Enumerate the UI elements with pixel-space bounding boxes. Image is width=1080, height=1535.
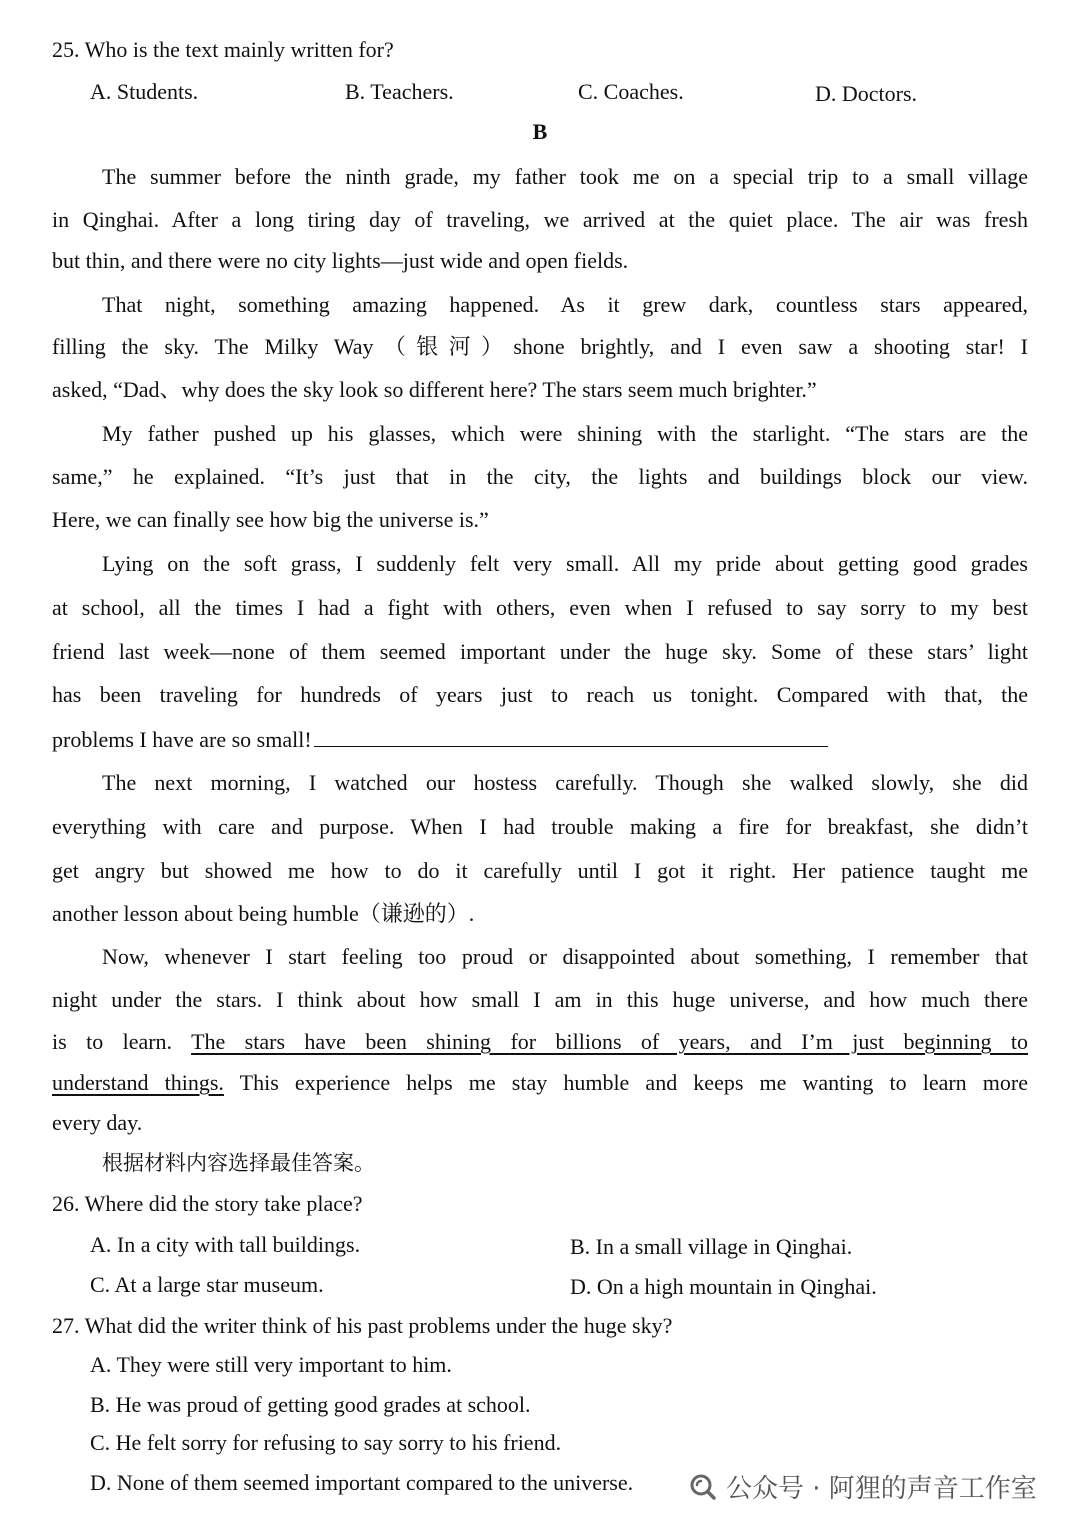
passage-p6-line-3 xyxy=(52,1027,1028,1057)
question-26-stem: 26. Where did the story take place? xyxy=(52,1191,363,1216)
passage-p4-line-1: Lying on the soft grass, I suddenly felt very small. All my pride about getting good grades xyxy=(102,551,1028,576)
passage-p1-line-1: The summer before the ninth grade, my father took me on a special trip to a small village xyxy=(102,164,1028,189)
passage-p5-line-1: The next morning, I watched our hostess carefully. Though she walked slowly, she did xyxy=(102,770,1028,795)
passage-p4-line-5 xyxy=(52,725,828,755)
passage-p2-line-3: asked, “Dad、why does the sky look so different here? The stars seem much brighter.” xyxy=(52,377,817,402)
question-26-option-c: C. At a large star museum. xyxy=(90,1272,324,1297)
passage-p6-line-3-plain: is to learn. xyxy=(52,1029,173,1054)
passage-p5-line-3: get angry but showed me how to do it carefully until I got it right. Her patience taught me xyxy=(52,858,1028,883)
passage-p3-line-2: same,” he explained. “It’s just that in the city, the lights and buildings block our view. xyxy=(52,464,1028,489)
passage-p5-line-4: another lesson about being humble（谦逊的）. xyxy=(52,901,475,926)
passage-p1-line-3: but thin, and there were no city lights—just wide and open fields. xyxy=(52,248,629,273)
instruction-text: 根据材料内容选择最佳答案。 xyxy=(102,1151,375,1175)
passage-p6-line-4 xyxy=(52,1068,1028,1098)
passage-p6-line-4-plain: This experience helps me stay humble and keeps me wanting to learn more xyxy=(239,1070,1028,1095)
underlined-sentence-part-1: The stars have been shining for billions of years, and I’m just beginning to xyxy=(191,1029,1028,1054)
passage-p4-line-4: has been traveling for hundreds of years just to reach us tonight. Compared with that, the xyxy=(52,682,1028,707)
question-27-option-d: D. None of them seemed important compared to the universe. xyxy=(90,1470,634,1495)
question-26-option-d: D. On a high mountain in Qinghai. xyxy=(570,1274,877,1299)
passage-p3-line-3: Here, we can finally see how big the universe is.” xyxy=(52,507,489,532)
wechat-search-icon xyxy=(688,1472,718,1502)
passage-p6-line-1: Now, whenever I start feeling too proud or disappointed about something, I remember that xyxy=(102,944,1028,969)
passage-p6-line-5: every day. xyxy=(52,1110,143,1135)
watermark xyxy=(688,1468,1037,1505)
question-27-option-b: B. He was proud of getting good grades at school. xyxy=(90,1392,531,1417)
question-25-option-d: D. Doctors. xyxy=(815,81,918,106)
passage-p6-line-2: night under the stars. I think about how small I am in this huge universe, and how much there xyxy=(52,987,1028,1012)
answer-blank xyxy=(314,728,828,747)
question-25-option-b: B. Teachers. xyxy=(345,79,454,104)
passage-p4-line-3: friend last week—none of them seemed important under the huge sky. Some of these stars’ light xyxy=(52,639,1028,664)
passage-p4-line-2: at school, all the times I had a fight with others, even when I refused to say sorry to my best xyxy=(52,595,1028,620)
underlined-sentence-part-2: understand things. xyxy=(52,1070,224,1095)
question-27-option-c: C. He felt sorry for refusing to say sorry to his friend. xyxy=(90,1430,562,1455)
section-title: B xyxy=(532,119,548,144)
passage-p3-line-1: My father pushed up his glasses, which were shining with the starlight. “The stars are the xyxy=(102,421,1028,446)
question-27-option-a: A. They were still very important to him. xyxy=(90,1352,452,1377)
watermark-text: 公众号 · 阿狸的声音工作室 xyxy=(726,1474,1037,1504)
question-25-option-a: A. Students. xyxy=(90,79,199,104)
question-26-option-a: A. In a city with tall buildings. xyxy=(90,1232,361,1257)
passage-p5-line-2: everything with care and purpose. When I had trouble making a fire for breakfast, she didn’t xyxy=(52,814,1028,839)
question-25-stem: 25. Who is the text mainly written for? xyxy=(52,37,394,62)
passage-p2-line-1: That night, something amazing happened. As it grew dark, countless stars appeared, xyxy=(102,292,1028,317)
question-25-option-c: C. Coaches. xyxy=(578,79,684,104)
passage-p2-line-2: filling the sky. The Milky Way（银河）shone brightly, and I even saw a shooting star! I xyxy=(52,334,1028,359)
question-27-stem: 27. What did the writer think of his past problems under the huge sky? xyxy=(52,1313,673,1338)
passage-p4-line-5-text: problems I have are so small! xyxy=(52,727,312,752)
passage-p1-line-2: in Qinghai. After a long tiring day of traveling, we arrived at the quiet place. The air was fresh xyxy=(52,207,1028,232)
question-26-option-b: B. In a small village in Qinghai. xyxy=(570,1234,853,1259)
